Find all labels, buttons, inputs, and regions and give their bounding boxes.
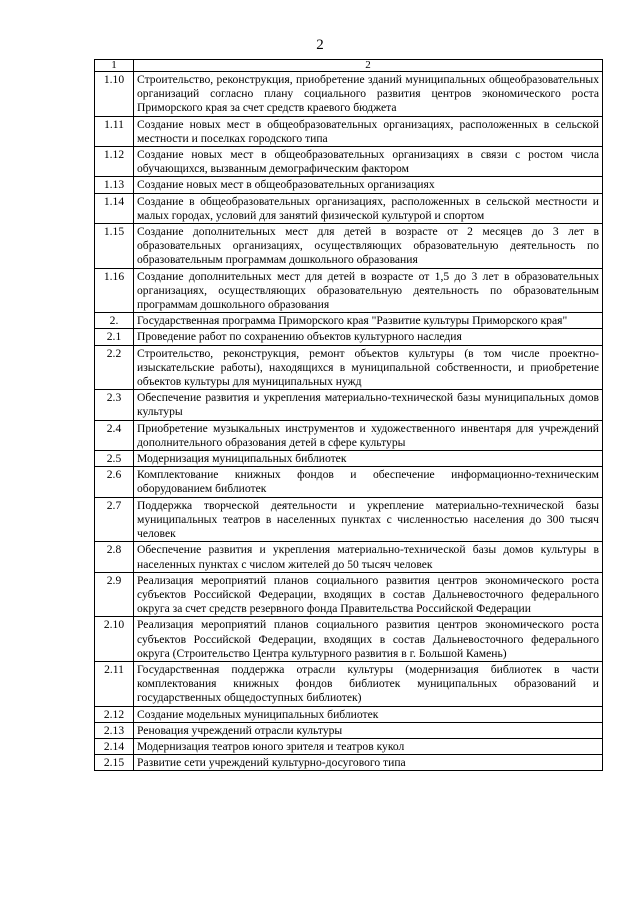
row-text: Создание новых мест в общеобразовательных организациях, расположенных в сельской местности и поселках городского типа xyxy=(134,116,603,146)
table-row xyxy=(95,722,603,738)
table-row xyxy=(95,661,603,706)
row-text: Создание модельных муниципальных библиотек xyxy=(134,706,603,722)
table-row xyxy=(95,313,603,329)
table-row xyxy=(95,268,603,313)
table-row xyxy=(95,755,603,771)
row-number: 1.16 xyxy=(95,268,134,313)
row-number: 2.11 xyxy=(95,661,134,706)
table-row xyxy=(95,572,603,617)
row-number: 2.4 xyxy=(95,420,134,450)
row-text: Поддержка творческой деятельности и укрепление материально-технической базы муниципальных театров в населенных пунктах с численностью населения до 300 тысяч человек xyxy=(134,497,603,542)
row-number: 1.11 xyxy=(95,116,134,146)
table-row xyxy=(95,467,603,497)
row-number: 2.7 xyxy=(95,497,134,542)
row-text: Развитие сети учреждений культурно-досугового типа xyxy=(134,755,603,771)
row-number: 2.10 xyxy=(95,617,134,662)
row-text: Создание дополнительных мест для детей в возрасте от 1,5 до 3 лет в образовательных организациях, осуществляющих образовательную деятельность по образовательным программам дошкольного образования xyxy=(134,268,603,313)
table-row xyxy=(95,617,603,662)
row-number: 2.8 xyxy=(95,542,134,572)
row-number: 2.2 xyxy=(95,345,134,390)
row-text: Приобретение музыкальных инструментов и художественного инвентаря для учреждений дополнительного образования детей в сфере культуры xyxy=(134,420,603,450)
table-row xyxy=(95,497,603,542)
row-number: 2.9 xyxy=(95,572,134,617)
table-row xyxy=(95,329,603,345)
table-row xyxy=(95,706,603,722)
row-text: Обеспечение развития и укрепления материально-технической базы муниципальных домов культуры xyxy=(134,390,603,420)
row-text: Государственная программа Приморского края "Развитие культуры Приморского края" xyxy=(134,313,603,329)
document-table xyxy=(94,59,603,771)
table-row xyxy=(95,224,603,269)
row-number: 2.6 xyxy=(95,467,134,497)
row-text: Обеспечение развития и укрепления материально-технической базы домов культуры в населенных пунктах с числом жителей до 50 тысяч человек xyxy=(134,542,603,572)
row-text: Строительство, реконструкция, ремонт объектов культуры (в том числе проектно-изыскательские работы), находящихся в муниципальной собственности, и приобретение объектов культуры для муниципальных нужд xyxy=(134,345,603,390)
table-row xyxy=(95,390,603,420)
row-text: Государственная поддержка отрасли культуры (модернизация библиотек в части комплектования книжных фондов библиотек муниципальных образований и государственных общедоступных библиотек) xyxy=(134,661,603,706)
page-number: 2 xyxy=(316,37,324,53)
row-text: Создание новых мест в общеобразовательных организациях xyxy=(134,177,603,193)
row-number: 1.14 xyxy=(95,193,134,223)
row-text: Проведение работ по сохранению объектов культурного наследия xyxy=(134,329,603,345)
row-text: Создание дополнительных мест для детей в возрасте от 2 месяцев до 3 лет в образовательных организациях, осуществляющих образовательную деятельность по образовательным программам дошкольного образования xyxy=(134,224,603,269)
row-number: 2.3 xyxy=(95,390,134,420)
table-row xyxy=(95,116,603,146)
table-row xyxy=(95,72,603,117)
row-text: Создание новых мест в общеобразовательных организациях в связи с ростом числа обучающихся, вызванным демографическим фактором xyxy=(134,147,603,177)
table-row xyxy=(95,542,603,572)
table-header-row xyxy=(95,60,603,72)
row-number: 1.15 xyxy=(95,224,134,269)
row-number: 1.10 xyxy=(95,72,134,117)
row-number: 2.13 xyxy=(95,722,134,738)
row-number: 1.13 xyxy=(95,177,134,193)
table-row xyxy=(95,177,603,193)
column-header-text: 2 xyxy=(134,60,603,72)
row-number: 2.5 xyxy=(95,451,134,467)
table-row xyxy=(95,738,603,754)
table-row xyxy=(95,147,603,177)
row-text: Реализация мероприятий планов социального развития центров экономического роста субъектов Российской Федерации, входящих в состав Дальневосточного федерального округа за счет средств резервного фонда Правительства Российской Федерации xyxy=(134,572,603,617)
row-text: Модернизация муниципальных библиотек xyxy=(134,451,603,467)
row-text: Модернизация театров юного зрителя и театров кукол xyxy=(134,738,603,754)
row-number: 2.14 xyxy=(95,738,134,754)
row-text: Реализация мероприятий планов социального развития центров экономического роста субъектов Российской Федерации, входящих в состав Дальневосточного федерального округа (Строительство Центра культурного развития в г. Большой Камень) xyxy=(134,617,603,662)
row-number: 2.1 xyxy=(95,329,134,345)
row-number: 2.12 xyxy=(95,706,134,722)
row-number: 2. xyxy=(95,313,134,329)
row-text: Реновация учреждений отрасли культуры xyxy=(134,722,603,738)
row-text: Комплектование книжных фондов и обеспечение информационно-техническим оборудованием библиотек xyxy=(134,467,603,497)
column-header-number: 1 xyxy=(95,60,134,72)
row-number: 1.12 xyxy=(95,147,134,177)
row-number: 2.15 xyxy=(95,755,134,771)
table-row xyxy=(95,193,603,223)
table-row xyxy=(95,420,603,450)
table-body xyxy=(95,60,603,771)
table-row xyxy=(95,451,603,467)
table-row xyxy=(95,345,603,390)
row-text: Строительство, реконструкция, приобретение зданий муниципальных общеобразовательных организаций согласно плану социального развития центров экономического роста Приморского края за счет средств краевого бюджета xyxy=(134,72,603,117)
row-text: Создание в общеобразовательных организациях, расположенных в сельской местности и малых городах, условий для занятий физической культурой и спортом xyxy=(134,193,603,223)
